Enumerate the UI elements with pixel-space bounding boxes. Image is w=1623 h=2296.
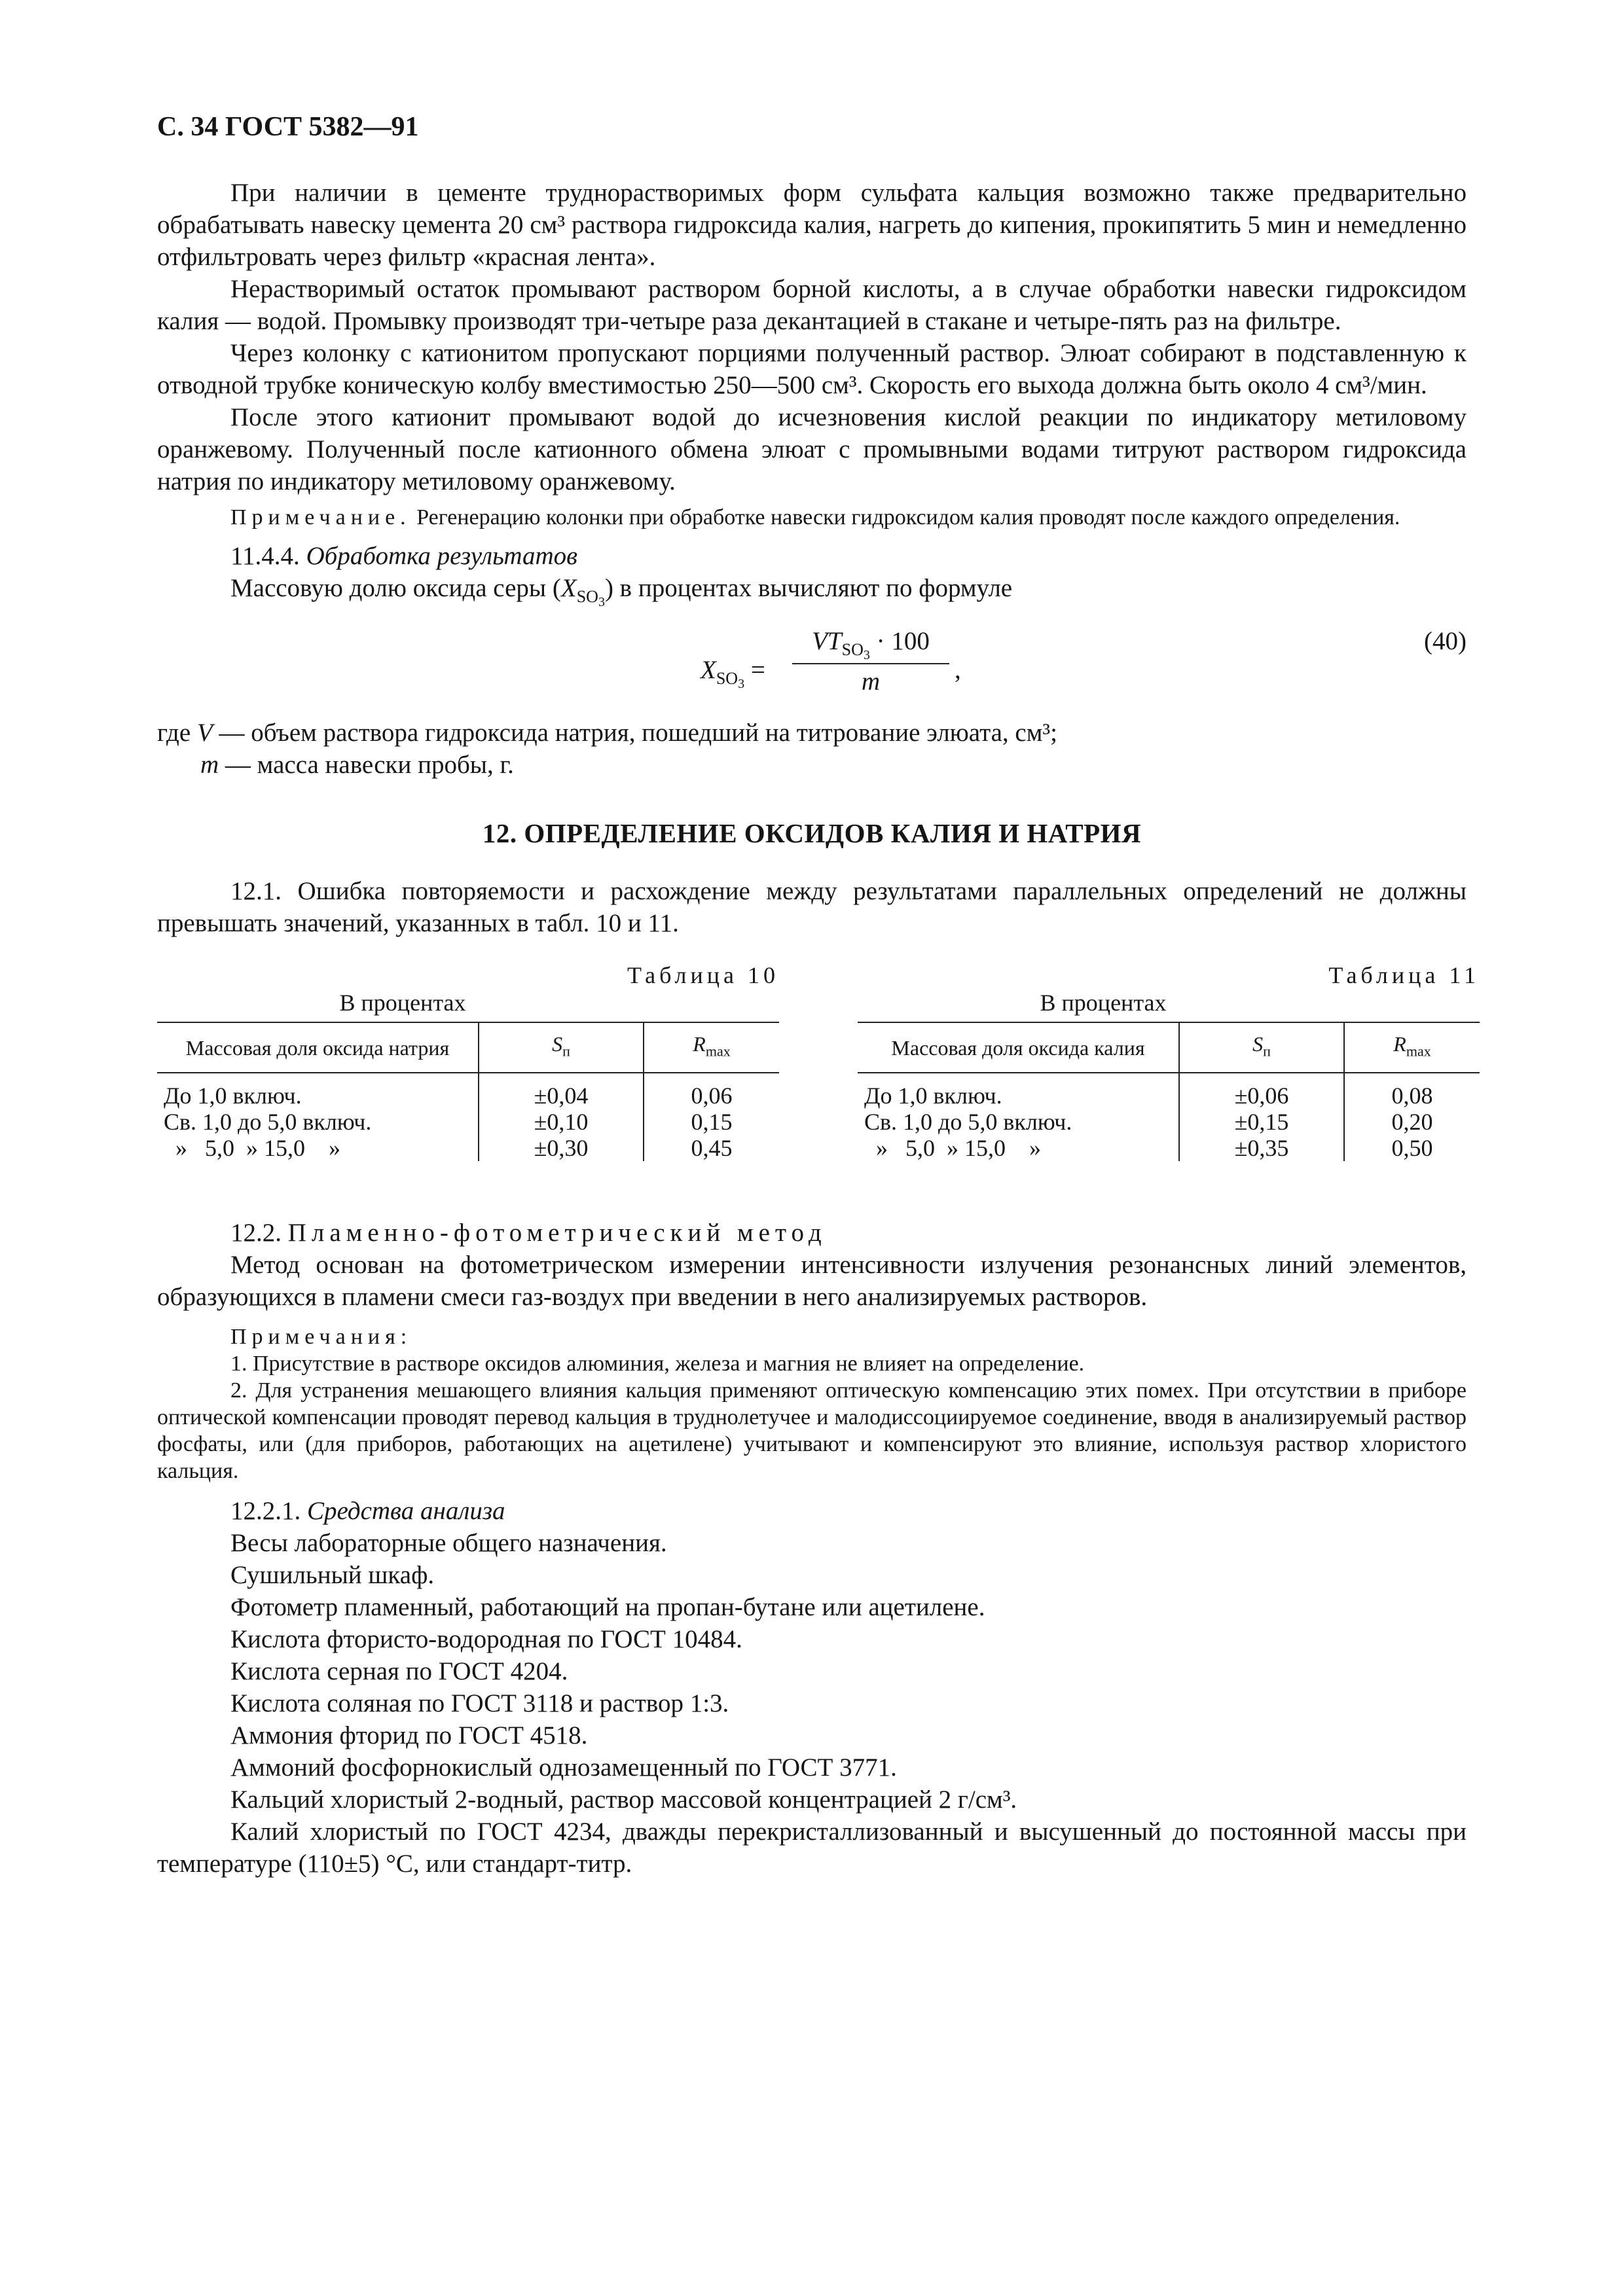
cell: 0,06 [644, 1073, 779, 1109]
table-unit: В процентах [1040, 989, 1167, 1016]
var: V [196, 718, 213, 747]
cell: ±0,06 [1179, 1073, 1344, 1109]
list-item: Кислота соляная по ГОСТ 3118 и раствор 1:3. [230, 1689, 729, 1717]
symbol: X [560, 574, 577, 602]
cell: » 5,0 » 15,0 » [164, 1135, 340, 1162]
list-item: Кислота фтористо-водородная по ГОСТ 10484. [230, 1624, 742, 1653]
equation-number: (40) [1424, 626, 1467, 655]
note-item: 1. Присутствие в растворе оксидов алюминия, железа и магния не влияет на определение. [230, 1351, 1085, 1376]
table-10 [157, 961, 779, 1161]
col-header [1344, 1022, 1480, 1073]
table-row [157, 1073, 779, 1109]
cell: 0,45 [644, 1135, 779, 1161]
denominator [792, 667, 949, 696]
cell: До 1,0 включ. [164, 1083, 302, 1109]
paragraph: 12.1. Ошибка повторяемости и расхождение между результатами параллельных определений не должны превышать значений, указанных в табл. 10 и 11. [157, 876, 1467, 937]
table-header-row [157, 1022, 779, 1073]
list-item: Аммония фторид по ГОСТ 4518. [230, 1721, 588, 1749]
text: Массовую долю оксида серы ( [230, 574, 561, 602]
numerator [792, 626, 949, 660]
subsection-heading [157, 540, 1467, 572]
notes-label [157, 1323, 1467, 1350]
h-sub: max [1406, 1043, 1431, 1060]
paragraph: После этого катионит промывают водой до исчезновения кислой реакции по индикатору метиловому оранжевому. Полученный после катионного обмена элюат с промывными водами титруют раствором гидроксида натрия по индикатору метиловому оранжевому. [157, 403, 1467, 495]
h: R [693, 1031, 706, 1056]
subsection-title: Обработка результатов [306, 542, 578, 570]
where-line-2 [157, 749, 1467, 781]
table-row [858, 1135, 1480, 1161]
col-header: Массовая доля оксида натрия [157, 1022, 479, 1073]
formula-comma: , [955, 655, 961, 684]
data-table [858, 1022, 1480, 1161]
col-header [644, 1022, 779, 1073]
paragraph: При наличии в цементе труднорастворимых форм сульфата кальция возможно также предварительно обрабатывать навеску цемента 20 см³ раствора гидроксида калия, нагреть до кипения, прокипятить 5 мин и немедленно отфильтровать через фильтр «красная лента». [157, 179, 1467, 271]
h-sub: п [1263, 1043, 1271, 1060]
text: где [157, 718, 197, 747]
document-page [157, 111, 1480, 1880]
equals: = [744, 655, 765, 684]
table-header-row [858, 1022, 1480, 1073]
num-b: · 100 [869, 626, 930, 655]
notes-label-text: Примечания: [230, 1324, 412, 1349]
col-header [1179, 1022, 1344, 1073]
list-item: Весы лабораторные общего назначения. [230, 1528, 667, 1557]
cell: 0,50 [1344, 1135, 1480, 1161]
formula-intro [157, 572, 1467, 619]
cell: ±0,10 [479, 1109, 644, 1135]
formula-fraction [792, 626, 949, 696]
h: S [552, 1031, 563, 1056]
list-item: Аммоний фосфорнокислый однозамещенный по ГОСТ 3771. [230, 1753, 897, 1782]
list-item: Сушильный шкаф. [230, 1560, 435, 1589]
col-header: Массовая доля оксида калия [858, 1022, 1179, 1073]
note-label: Примечание. [230, 505, 411, 529]
table-row [157, 1135, 779, 1161]
paragraph: Нерастворимый остаток промывают раствором борной кислоты, а в случае обработки навески гидроксидом калия — водой. Промывку производят три-четыре раза декантацией в стакане и четыре-пять раз на фильтре. [157, 275, 1467, 335]
cell: 0,20 [1344, 1109, 1480, 1135]
subsection-title: Пламенно-фотометрический метод [287, 1218, 827, 1247]
list-item: Калий хлористый по ГОСТ 4234, дважды перекристаллизованный и высушенный до постоянной массы при температуре (110±5) °С, или стандарт-титр. [157, 1817, 1467, 1878]
paragraph: Метод основан на фотометрическом измерении интенсивности излучения резонансных линий элементов, образующихся в пламени смеси газ-воздух при введении в него анализируемых растворов. [157, 1250, 1467, 1311]
subsection-number: 12.2. [230, 1218, 288, 1247]
subsection-number: 12.2.1. [230, 1496, 307, 1525]
table-row [157, 1109, 779, 1135]
page-header: С. 34 ГОСТ 5382—91 [157, 112, 419, 142]
sub: SO [576, 586, 598, 606]
data-table [157, 1022, 779, 1161]
cell: 0,15 [644, 1109, 779, 1135]
section-title: 12. ОПРЕДЕЛЕНИЕ ОКСИДОВ КАЛИЯ И НАТРИЯ [482, 817, 1142, 848]
lhs: X [701, 655, 716, 684]
num-sub: SO [841, 639, 864, 659]
tables-area [157, 961, 1480, 1217]
text: — масса навески пробы, г. [219, 750, 514, 779]
cell: ±0,35 [1179, 1135, 1344, 1161]
sub2: 3 [598, 594, 605, 609]
materials-list [157, 1527, 1467, 1880]
formula-40 [157, 626, 1467, 710]
table-11 [858, 961, 1480, 1161]
cell: ±0,30 [479, 1135, 644, 1161]
table-row [858, 1073, 1480, 1109]
num-sub2: 3 [863, 647, 870, 662]
subsection-number: 11.4.4. [230, 542, 306, 570]
table-row [858, 1109, 1480, 1135]
cell: Св. 1,0 до 5,0 включ. [164, 1109, 372, 1136]
subsection-title: Средства анализа [307, 1496, 505, 1525]
paragraph: Через колонку с катионитом пропускают порциями полученный раствор. Элюат собирают в подставленную к отводной трубке коническую колбу вместимостью 250—500 см³. Скорость его выхода должна быть около 4 см³/мин. [157, 339, 1467, 399]
text: ) в процентах вычисляют по формуле [604, 574, 1013, 602]
num-a: VT [812, 626, 842, 655]
formula-lhs [701, 655, 765, 692]
h: R [1393, 1031, 1406, 1056]
lhs-sub2: 3 [738, 676, 745, 691]
table-unit: В процентах [339, 989, 466, 1016]
cell: ±0,04 [479, 1073, 644, 1109]
list-item: Кальций хлористый 2-водный, раствор массовой концентрацией 2 г/см³. [230, 1785, 1017, 1814]
den: m [861, 667, 881, 696]
cell: ±0,15 [1179, 1109, 1344, 1135]
h-sub: max [705, 1043, 731, 1060]
var: m [200, 750, 219, 779]
lhs-sub: SO [716, 668, 739, 688]
table-caption: Таблица 10 [627, 961, 779, 988]
cell: 0,08 [1344, 1073, 1480, 1109]
where-line-1 [157, 717, 1467, 749]
col-header [479, 1022, 644, 1073]
text: — объем раствора гидроксида натрия, пошедший на титрование элюата, см³; [212, 718, 1057, 747]
list-item: Фотометр пламенный, работающий на пропан-бутане или ацетилене. [230, 1592, 985, 1621]
subsection-heading [157, 1495, 1467, 1527]
fraction-bar [792, 663, 949, 664]
note [157, 504, 1467, 531]
h-sub: п [562, 1043, 570, 1060]
table-caption: Таблица 11 [1328, 961, 1480, 988]
note-text: Регенерацию колонки при обработке навески гидроксидом калия проводят после каждого определения. [410, 505, 1400, 529]
h: S [1252, 1031, 1264, 1056]
note-item: 2. Для устранения мешающего влияния кальция применяют оптическую компенсацию этих помех. При отсутствии в приборе оптической компенсации проводят перевод кальция в труднолетучее и малодиссоциируемое соединение, вводя в анализируемый раствор фосфаты, или (для приборов, работающих на ацетилене) учитывают и компенсируют это влияние, используя раствор хлористого кальция. [157, 1378, 1467, 1483]
subsection-heading [157, 1217, 1467, 1249]
list-item: Кислота серная по ГОСТ 4204. [230, 1657, 568, 1685]
cell: » 5,0 » 15,0 » [864, 1135, 1041, 1162]
cell: До 1,0 включ. [864, 1083, 1002, 1109]
cell: Св. 1,0 до 5,0 включ. [864, 1109, 1072, 1136]
